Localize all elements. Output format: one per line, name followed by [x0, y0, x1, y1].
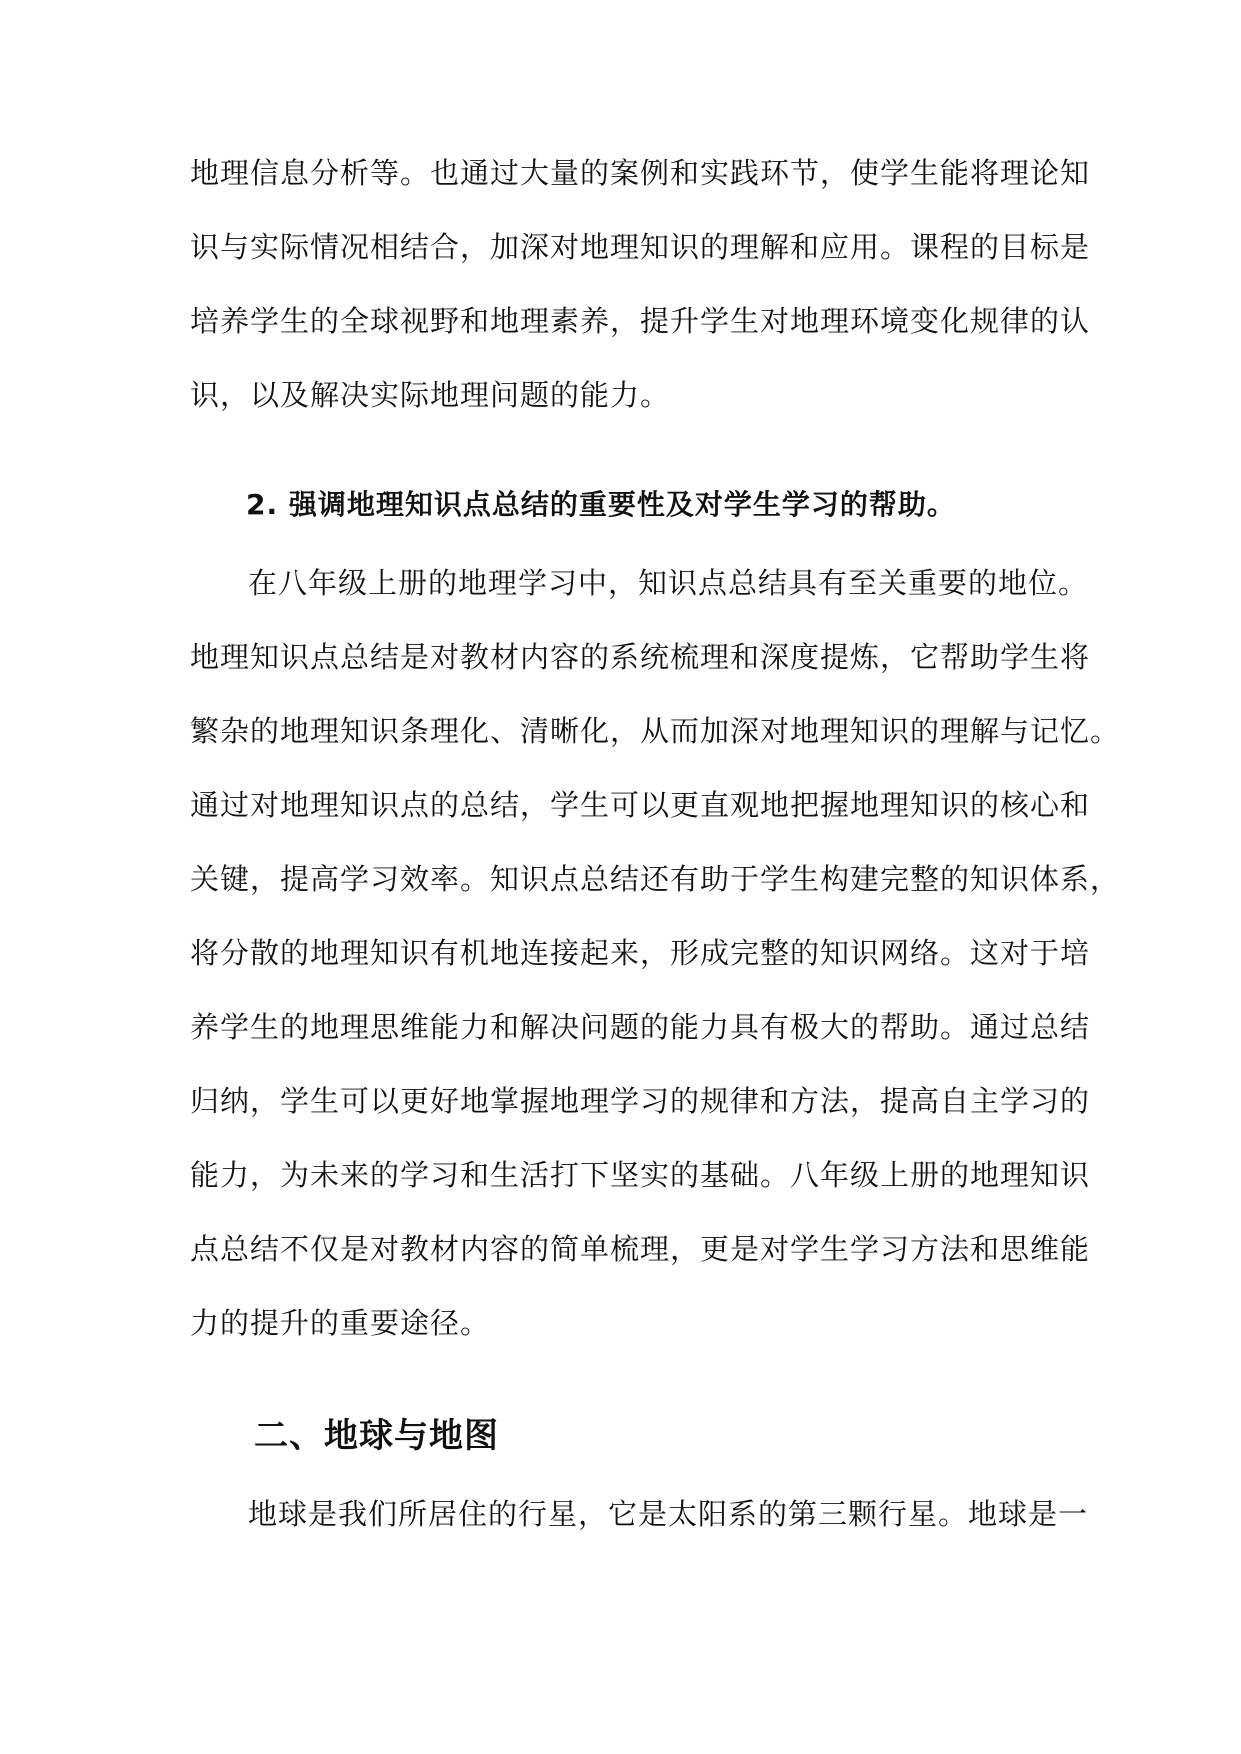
paragraph-2-line-4: 通过对地理知识点的总结，学生可以更直观地把握地理知识的核心和 [190, 788, 1091, 822]
paragraph-2-line-9: 能力，为未来的学习和生活打下坚实的基础。八年级上册的地理知识 [190, 1158, 1091, 1192]
paragraph-2-line-2: 地理知识点总结是对教材内容的系统梳理和深度提炼，它帮助学生将 [190, 640, 1091, 674]
paragraph-2-line-1: 在八年级上册的地理学习中，知识点总结具有至关重要的地位。 [248, 566, 1089, 600]
paragraph-1-line-1: 地理信息分析等。也通过大量的案例和实践环节，使学生能将理论知 [190, 156, 1091, 190]
paragraph-3-line-1: 地球是我们所居住的行星，它是太阳系的第三颗行星。地球是一 [248, 1497, 1089, 1531]
paragraph-2-line-11: 力的提升的重要途径。 [190, 1306, 491, 1340]
paragraph-2-line-3: 繁杂的地理知识条理化、清晰化，从而加深对地理知识的理解与记忆。 [190, 714, 1121, 748]
paragraph-1-line-2: 识与实际情况相结合，加深对地理知识的理解和应用。课程的目标是 [190, 230, 1091, 264]
paragraph-1-line-3: 培养学生的全球视野和地理素养，提升学生对地理环境变化规律的认 [190, 304, 1091, 338]
section-heading-earth-and-maps: 二、地球与地图 [254, 1416, 499, 1456]
paragraph-2-line-8: 归纳，学生可以更好地掌握地理学习的规律和方法，提高自主学习的 [190, 1084, 1091, 1118]
paragraph-2-line-10: 点总结不仅是对教材内容的简单梳理，更是对学生学习方法和思维能 [190, 1232, 1091, 1266]
paragraph-2-line-6: 将分散的地理知识有机地连接起来，形成完整的知识网络。这对于培 [190, 936, 1091, 970]
paragraph-2-line-7: 养学生的地理思维能力和解决问题的能力具有极大的帮助。通过总结 [190, 1010, 1091, 1044]
paragraph-2-line-5: 关键，提高学习效率。知识点总结还有助于学生构建完整的知识体系， [190, 862, 1121, 896]
paragraph-1-line-4: 识，以及解决实际地理问题的能力。 [190, 378, 671, 412]
subheading-importance: 2. 强调地理知识点总结的重要性及对学生学习的帮助。 [246, 488, 956, 521]
